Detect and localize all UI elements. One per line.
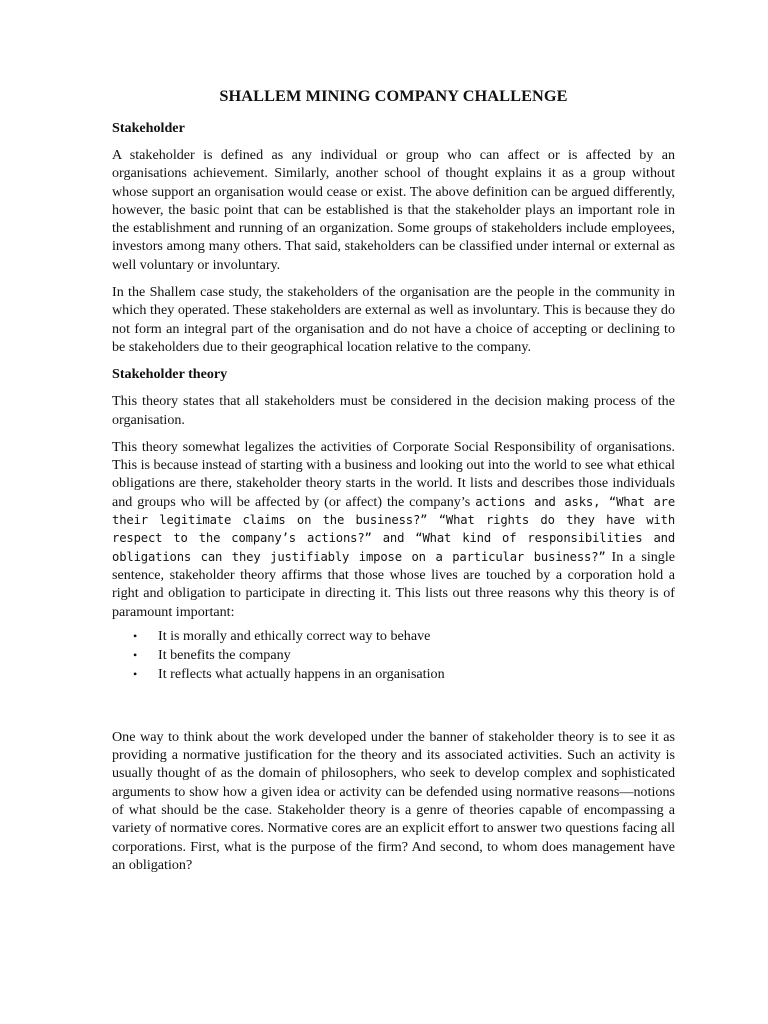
paragraph-theory-csr	[112, 438, 675, 621]
paragraph-shallem-case: In the Shallem case study, the stakeholders of the organisation are the people in the community in which they operated. These stakeholders are external as well as involuntary. This is because they do not form an integral part of the organisation and do not have a choice of accepting or declining to be stakeholders due to their geographical location relative to the company.	[112, 284, 675, 355]
list-item-text: It benefits the company	[158, 646, 291, 663]
list-item-text: It is morally and ethically correct way to behave	[158, 627, 431, 644]
reasons-bullet-list	[112, 627, 675, 684]
blank-spacer	[112, 684, 675, 728]
bullet-icon: •	[133, 628, 138, 643]
document-title: SHALLEM MINING COMPANY CHALLENGE	[219, 86, 568, 105]
bullet-icon: •	[133, 647, 138, 662]
paragraph-theory-csr-text-1: This theory somewhat legalizes the activities of Corporate Social Responsibility of organisations. This is because instead of starting with a business and looking out into the world to see what ethical obligations are there, stakeholder theory starts in the world. It lists and describes those individuals and groups who will be affected by (or affect) the company’s	[112, 438, 675, 510]
document-body	[112, 84, 675, 883]
list-item	[112, 646, 675, 665]
section-heading-stakeholder-theory: Stakeholder theory	[112, 366, 228, 383]
bullet-icon: •	[133, 666, 138, 681]
list-item	[112, 627, 675, 646]
paragraph-theory-csr-text-2: In a single sentence, stakeholder theory affirms that those whose lives are touched by a corporation hold a right and obligation to participate in directing it. This lists out three reasons why this theory is of paramount important:	[112, 548, 676, 620]
paragraph-theory-csr-quote: actions and asks, “What are their legitimate claims on the business?” “What rights do they have with respect to the company’s actions?” and “What kind of responsibilities and obligations can they justifiably impose on a particular business?”	[112, 494, 676, 564]
section-heading-stakeholder: Stakeholder	[112, 120, 185, 136]
list-item-text: It reflects what actually happens in an organisation	[158, 665, 445, 682]
paragraph-normative-justification: One way to think about the work developed under the banner of stakeholder theory is to see it as providing a normative justification for the theory and its associated activities. Such an activity is usually thought of as the domain of philosophers, who seek to develop complex and sophisticated arguments to show how a given idea or activity can be defended using normative reasons—notions of what should be the case. Stakeholder theory is a genre of theories capable of encompassing a variety of normative cores. Normative cores are an explicit effort to answer two questions facing all corporations. First, what is the purpose of the firm? And second, to whom does management have an obligation?	[112, 728, 675, 873]
paragraph-theory-statement: This theory states that all stakeholders must be considered in the decision making process of the organisation.	[112, 393, 675, 428]
paragraph-stakeholder-definition: A stakeholder is defined as any individual or group who can affect or is affected by an organisations achievement. Similarly, another school of thought explains it as a group without whose support an organisation would cease or exist. The above definition can be argued differently, however, the basic point that can be established is that the stakeholder plays an important role in the establishment and running of an organization. Some groups of stakeholders include employees, investors among many others. That said, stakeholders can be classified under internal or external as well voluntary or involuntary.	[112, 147, 675, 273]
list-item	[112, 665, 675, 684]
